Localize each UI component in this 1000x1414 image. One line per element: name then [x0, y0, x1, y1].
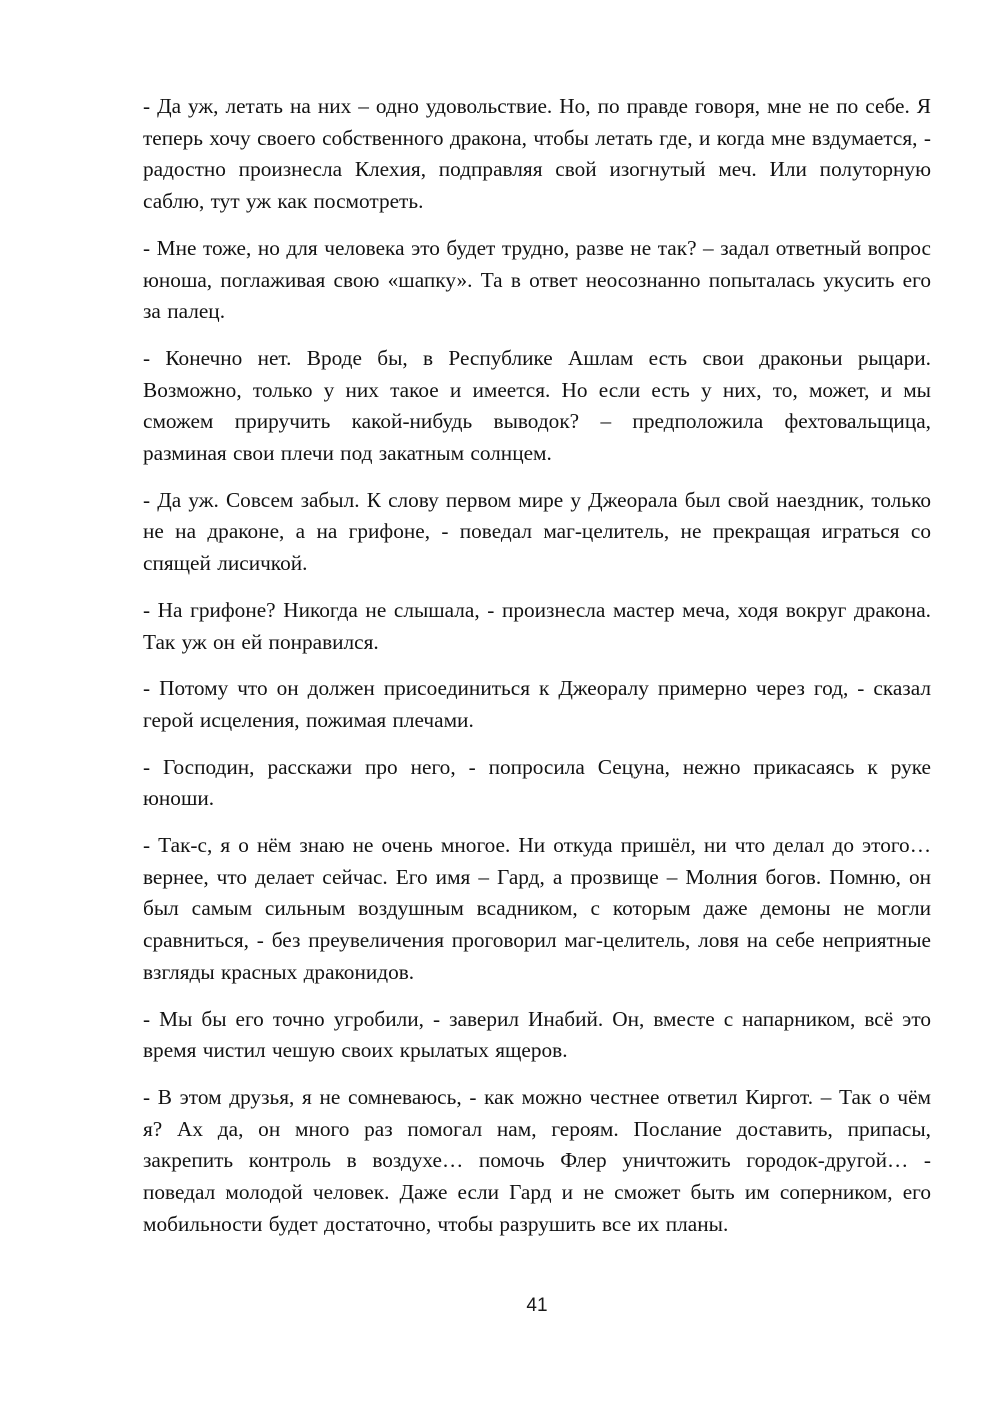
paragraph: - Мне тоже, но для человека это будет трудно, разве не так? – задал ответный вопрос юноша, поглаживая свою «шапку». Та в ответ неосознанно попыталась укусить его за палец.: [143, 235, 931, 324]
paragraph: - Потому что он должен присоединиться к Джеоралу примерно через год, - сказал герой исцеления, пожимая плечами.: [143, 676, 931, 732]
paragraph: - Да уж. Совсем забыл. К слову первом мире у Джеорала был свой наездник, только не на драконе, а на грифоне, - поведал маг-целитель, не прекращая играться со спящей лисичкой.: [143, 487, 931, 576]
paragraph: - В этом друзья, я не сомневаюсь, - как можно честнее ответил Киргот. – Так о чём я? Ах да, он много раз помогал нам, героям. Послание доставить, припасы, закрепить контроль в воздухе… помочь Флер уничтожить городок-другой… - поведал молодой человек. Даже если Гард и не сможет быть им соперником, его мобильности будет достаточно, чтобы разрушить все их планы.: [143, 1084, 931, 1236]
paragraph: - Господин, расскажи про него, - попросила Сецуна, нежно прикасаясь к руке юноши.: [143, 754, 931, 811]
page-number: 41: [526, 1295, 548, 1316]
text-block: [143, 91, 931, 1256]
paragraph: - Да уж, летать на них – одно удовольствие. Но, по правде говоря, мне не по себе. Я теперь хочу своего собственного дракона, чтобы летать где, и когда мне вздумается, - радостно произнесла Клехия, подправляя свой изогнутый меч. Или полуторную саблю, тут уж как посмотреть.: [143, 94, 931, 214]
paragraph: - Так-с, я о нём знаю не очень многое. Ни откуда пришёл, ни что делал до этого… вернее, что делает сейчас. Его имя – Гард, а прозвище – Молния богов. Помню, он был самым сильным воздушным всадником, с которым даже демоны не могли сравниться, - без преувеличения проговорил маг-целитель, ловя на себе неприятные взгляды красных драконидов.: [143, 833, 931, 984]
paragraph: - Конечно нет. Вроде бы, в Республике Ашлам есть свои драконьи рыцари. Возможно, только у них такое и имеется. Но если есть у них, то, может, и мы сможем приручить какой-нибудь выводок? – предположила фехтовальщица, разминая свои плечи под закатным солнцем.: [143, 345, 931, 466]
paragraph: - Мы бы его точно угробили, - заверил Инабий. Он, вместе с напарником, всё это время чистил чешую своих крылатых ящеров.: [143, 1006, 931, 1063]
paragraph: - На грифоне? Никогда не слышала, - произнесла мастер меча, ходя вокруг дракона. Так уж он ей понравился.: [143, 597, 931, 654]
